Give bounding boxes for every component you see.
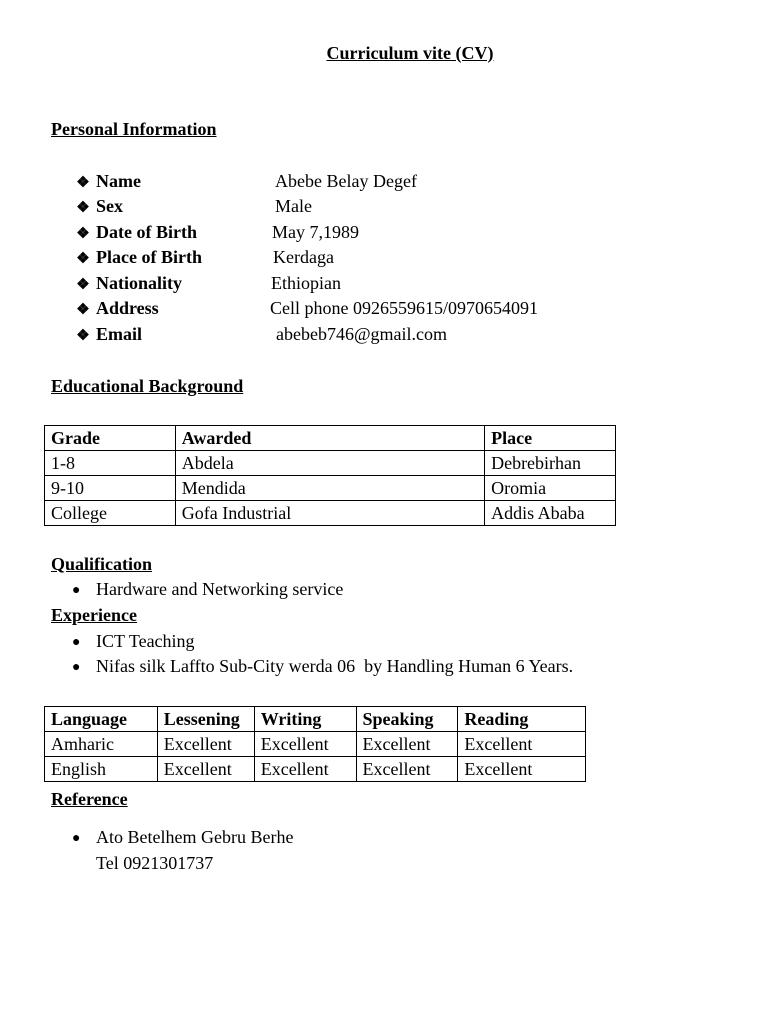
table-cell: 1-8 [45, 451, 176, 476]
table-row [45, 476, 616, 501]
pi-label: Email [96, 324, 143, 344]
reference-name: Ato Betelhem Gebru Berhe [96, 827, 294, 847]
pi-row-pob [75, 246, 202, 270]
list-item [72, 826, 293, 850]
education-table [44, 425, 616, 526]
table-cell: Excellent [254, 732, 356, 757]
table-header-row [45, 707, 586, 732]
table-cell: Debrebirhan [485, 451, 616, 476]
qualification-item: Hardware and Networking service [96, 579, 344, 599]
reference-heading: Reference [51, 789, 128, 809]
bullet-dot-icon: ● [72, 583, 81, 598]
pi-value: May 7,1989 [272, 222, 359, 242]
table-cell: Excellent [157, 757, 254, 782]
diamond-bullet-icon: ❖ [76, 277, 90, 293]
language-table [44, 706, 586, 782]
pi-value: Abebe Belay Degef [275, 171, 417, 191]
table-cell: 9-10 [45, 476, 176, 501]
diamond-bullet-icon: ❖ [76, 200, 90, 216]
bullet-dot-icon: ● [72, 635, 81, 650]
experience-item: Nifas silk Laffto Sub-City werda 06 by Handling Human 6 Years. [96, 656, 574, 676]
pi-value: Ethiopian [271, 273, 341, 293]
diamond-bullet-icon: ❖ [76, 175, 90, 191]
table-cell: Gofa Industrial [175, 501, 484, 526]
table-cell: Amharic [45, 732, 158, 757]
table-cell: Abdela [175, 451, 484, 476]
table-cell: Excellent [458, 757, 586, 782]
experience-item: ICT Teaching [96, 631, 195, 651]
pi-label: Place of Birth [96, 247, 202, 267]
column-header: Place [485, 426, 616, 451]
pi-row-dob [75, 221, 197, 245]
table-cell: Mendida [175, 476, 484, 501]
table-cell: Excellent [356, 757, 458, 782]
bullet-dot-icon: ● [72, 831, 81, 846]
table-cell: Excellent [254, 757, 356, 782]
list-item [72, 655, 573, 679]
diamond-bullet-icon: ❖ [76, 251, 90, 267]
pi-label: Sex [96, 196, 123, 216]
table-row [45, 757, 586, 782]
column-header: Awarded [175, 426, 484, 451]
table-row [45, 501, 616, 526]
table-header-row [45, 426, 616, 451]
list-item [72, 630, 195, 654]
diamond-bullet-icon: ❖ [76, 328, 90, 344]
column-header: Writing [254, 707, 356, 732]
column-header: Speaking [356, 707, 458, 732]
pi-row-email [75, 323, 142, 347]
pi-value: Kerdaga [273, 247, 334, 267]
pi-row-address [75, 297, 159, 321]
personal-info-heading: Personal Information [51, 119, 217, 139]
table-cell: Addis Ababa [485, 501, 616, 526]
pi-label: Date of Birth [96, 222, 197, 242]
table-cell: English [45, 757, 158, 782]
reference-phone: Tel 0921301737 [96, 853, 214, 873]
pi-row-name [75, 170, 141, 194]
column-header: Lessening [157, 707, 254, 732]
page-title: Curriculum vite (CV) [326, 43, 494, 63]
pi-value: Cell phone 0926559615/0970654091 [270, 298, 538, 318]
table-cell: Excellent [356, 732, 458, 757]
list-item [72, 578, 343, 602]
qualification-heading: Qualification [51, 554, 153, 574]
table-row [45, 732, 586, 757]
pi-label: Nationality [96, 273, 183, 293]
diamond-bullet-icon: ❖ [76, 226, 90, 242]
pi-row-nationality [75, 272, 182, 296]
experience-heading: Experience [51, 605, 137, 625]
column-header: Reading [458, 707, 586, 732]
table-cell: Excellent [157, 732, 254, 757]
diamond-bullet-icon: ❖ [76, 302, 90, 318]
column-header: Grade [45, 426, 176, 451]
pi-row-sex [75, 195, 123, 219]
table-row [45, 451, 616, 476]
column-header: Language [45, 707, 158, 732]
bullet-dot-icon: ● [72, 660, 81, 675]
table-cell: College [45, 501, 176, 526]
pi-value: abebeb746@gmail.com [276, 324, 448, 344]
table-cell: Oromia [485, 476, 616, 501]
education-heading: Educational Background [51, 376, 244, 396]
pi-label: Address [96, 298, 159, 318]
pi-label: Name [96, 171, 141, 191]
pi-value: Male [275, 196, 312, 216]
table-cell: Excellent [458, 732, 586, 757]
